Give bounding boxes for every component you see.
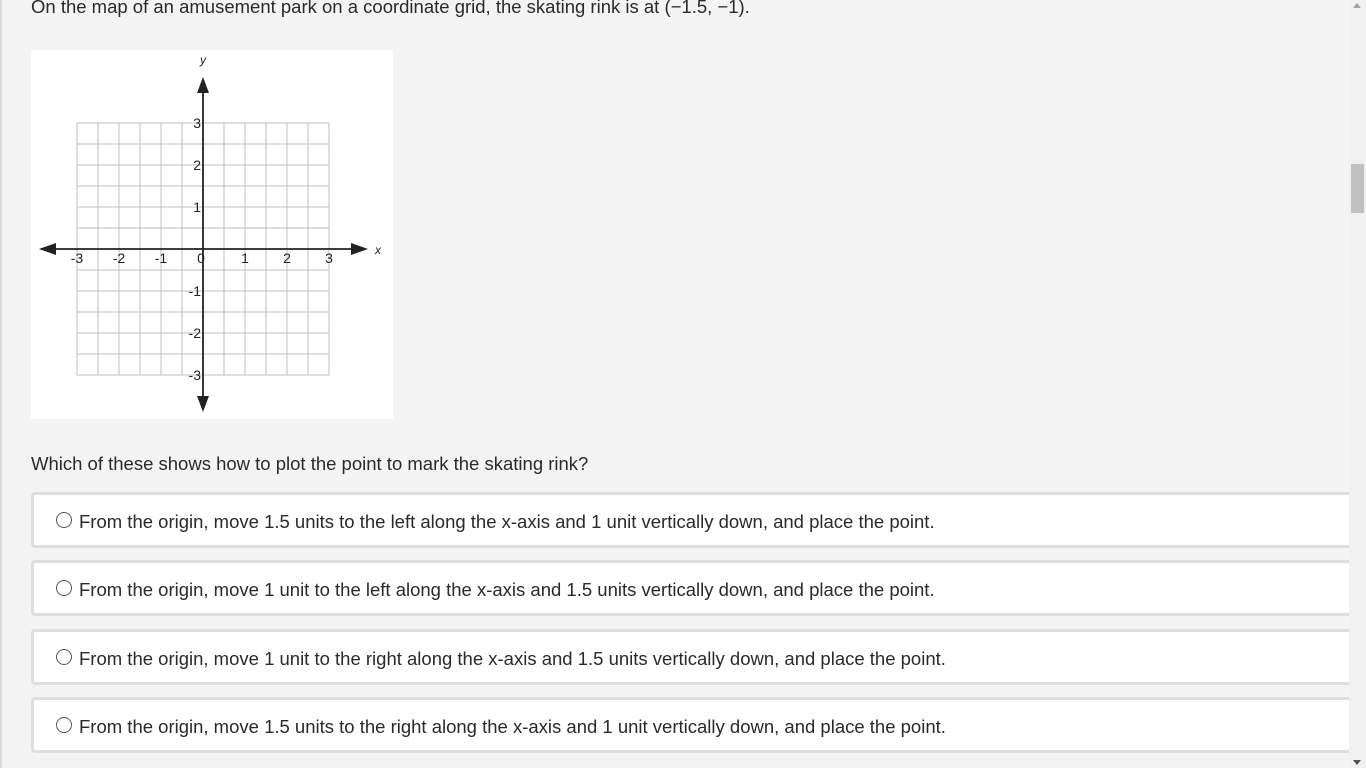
y-tick-label: 3 bbox=[193, 115, 201, 131]
vertical-scrollbar[interactable] bbox=[1349, 0, 1366, 768]
x-tick-label: -2 bbox=[112, 250, 126, 266]
y-tick-label: -1 bbox=[188, 283, 201, 299]
x-tick-label: 3 bbox=[325, 250, 333, 266]
answer-option-2[interactable] bbox=[31, 560, 1361, 616]
radio-button[interactable] bbox=[56, 512, 72, 528]
question-text: On the map of an amusement park on a coordinate grid, the skating rink is at (−1.5, −1). bbox=[31, 0, 750, 17]
radio-button[interactable] bbox=[56, 649, 72, 665]
y-axis-down-arrow bbox=[197, 396, 209, 412]
x-tick-label: 0 bbox=[197, 250, 205, 266]
answer-option-label: From the origin, move 1 unit to the right along the x-axis and 1.5 units vertically down, and place the point. bbox=[79, 648, 946, 669]
y-tick-label: -2 bbox=[188, 325, 201, 341]
axes bbox=[39, 77, 368, 412]
x-axis-right-arrow bbox=[351, 243, 368, 255]
scrollbar-thumb[interactable] bbox=[1351, 164, 1364, 213]
x-tick-label: 1 bbox=[241, 250, 249, 266]
scroll-down-arrow-icon[interactable] bbox=[1353, 760, 1361, 765]
answer-option-1[interactable] bbox=[31, 492, 1361, 548]
x-axis-label: x bbox=[375, 243, 381, 257]
answer-option-label: From the origin, move 1.5 units to the right along the x-axis and 1 unit vertically down, and place the point. bbox=[79, 716, 946, 737]
scroll-up-arrow-icon[interactable] bbox=[1353, 3, 1361, 8]
answer-option-4[interactable] bbox=[31, 697, 1361, 753]
y-tick-label: 1 bbox=[193, 199, 201, 215]
x-tick-label: -3 bbox=[70, 250, 84, 266]
answer-option-label: From the origin, move 1 unit to the left along the x-axis and 1.5 units vertically down, and place the point. bbox=[79, 579, 935, 600]
coordinate-grid-figure bbox=[31, 50, 393, 419]
x-axis-left-arrow bbox=[39, 243, 56, 255]
answer-option-3[interactable] bbox=[31, 629, 1361, 685]
page-left-border bbox=[0, 0, 2, 768]
y-tick-label: -3 bbox=[188, 367, 201, 383]
radio-button[interactable] bbox=[56, 580, 72, 596]
y-tick-label: 2 bbox=[193, 157, 201, 173]
y-axis-up-arrow bbox=[197, 77, 209, 93]
x-tick-label: 2 bbox=[283, 250, 291, 266]
x-tick-label: -1 bbox=[154, 250, 168, 266]
coordinate-grid-svg bbox=[31, 50, 393, 419]
prompt-text: Which of these shows how to plot the point to mark the skating rink? bbox=[31, 453, 589, 474]
answer-option-label: From the origin, move 1.5 units to the left along the x-axis and 1 unit vertically down, and place the point. bbox=[79, 511, 935, 532]
y-axis-label: y bbox=[200, 53, 206, 67]
radio-button[interactable] bbox=[56, 717, 72, 733]
